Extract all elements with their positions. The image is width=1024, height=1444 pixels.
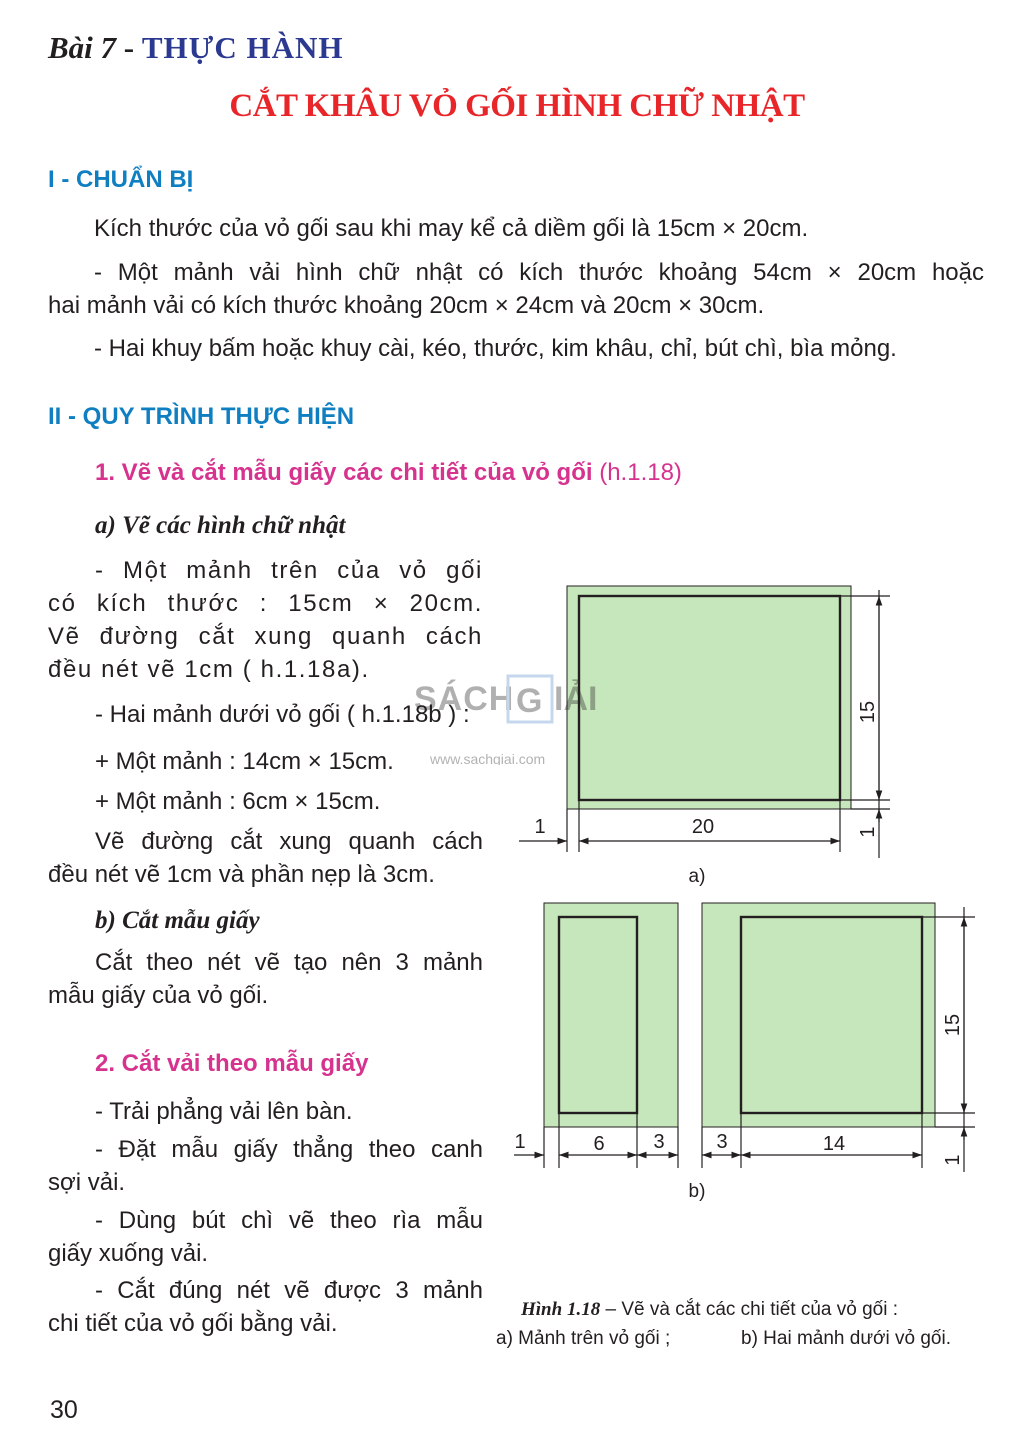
step-2-line-3b: giấy xuống vải. (48, 1240, 209, 1267)
fig-b-dim-6: 6 (593, 1133, 605, 1155)
sub-b-heading: b) Cắt mẫu giấy (95, 907, 260, 934)
fig-b-dim-height: 15 (942, 1013, 964, 1037)
sub-b-line-2: mẫu giấy của vỏ gối. (48, 982, 269, 1009)
main-title: CẮT KHÂU VỎ GỐI HÌNH CHỮ NHẬT (229, 88, 805, 124)
svg-text:G: G (516, 682, 543, 720)
fig-b-dim-bottom: 1 (942, 1154, 964, 1166)
sub-a-bullet-2: + Một mảnh : 14cm × 15cm. (95, 748, 394, 775)
sub-a-bullet-1: - Hai mảnh dưới vỏ gối ( h.1.18b ) : (95, 701, 470, 728)
step-2-line-4a: - Cắt đúng nét vẽ được 3 mảnh (95, 1277, 483, 1304)
sub-a-bullet-4-line-2: đều nét vẽ 1cm và phần nẹp là 3cm. (48, 861, 435, 888)
svg-text:IẢI: IẢI (554, 680, 598, 718)
fig-a-label: a) (688, 866, 706, 887)
watermark-graphic (412, 670, 622, 765)
figure-caption-line-2a: a) Mảnh trên vỏ gối ; (496, 1328, 671, 1349)
sub-a-bullet-4-line-1: Vẽ đường cắt xung quanh cách (95, 828, 483, 855)
svg-text:www.sachgiai.com: www.sachgiai.com (430, 751, 546, 765)
lesson-title: THỰC HÀNH (141, 30, 344, 65)
fig-b-dim-3-right: 3 (716, 1131, 728, 1153)
lesson-number: Bài 7 (48, 30, 117, 65)
fig-a-dim-height: 15 (857, 700, 879, 724)
fig-b-dim-left: 1 (514, 1131, 526, 1153)
section-1-para-2-line-1: - Một mảnh vải hình chữ nhật có kích thước khoảng 54cm × 20cm hoặc (94, 259, 984, 286)
sub-a-heading: a) Vẽ các hình chữ nhật (95, 512, 346, 539)
svg-text:SÁCH: SÁCH (414, 680, 515, 718)
lesson-dash: - (116, 30, 142, 65)
step-1-figure-ref: (h.1.18) (592, 459, 682, 486)
sub-a-bullet-3: + Một mảnh : 6cm × 15cm. (95, 788, 381, 815)
fig-b-dim-14: 14 (822, 1133, 846, 1155)
section-1-heading: I - CHUẨN BỊ (48, 166, 194, 193)
section-1-para-2-line-2: hai mảnh vải có kích thước khoảng 20cm × 24cm và 20cm × 30cm. (48, 292, 765, 319)
step-2-line-3a: - Dùng bút chì vẽ theo rìa mẫu (95, 1207, 483, 1234)
sub-a-line-2: có kích thước : 15cm × 20cm. (48, 590, 483, 617)
section-1-para-1: Kích thước của vỏ gối sau khi may kể cả diềm gối là 15cm × 20cm. (94, 215, 809, 242)
sub-a-line-1: - Một mảnh trên của vỏ gối (95, 557, 483, 584)
step-2-line-2b: sợi vải. (48, 1169, 126, 1196)
page-number: 30 (50, 1396, 78, 1424)
figure-caption-line-2b: b) Hai mảnh dưới vỏ gối. (741, 1328, 951, 1349)
figure-caption-line-1 (521, 1299, 898, 1321)
step-2-heading: 2. Cắt vải theo mẫu giấy (95, 1050, 369, 1077)
sub-a-line-4: đều nét vẽ 1cm ( h.1.18a). (48, 656, 370, 683)
sub-a-line-3: Vẽ đường cắt xung quanh cách (48, 623, 483, 650)
section-1-para-3: - Hai khuy bấm hoặc khuy cài, kéo, thước, kim khâu, chỉ, bút chì, bìa mỏng. (94, 335, 897, 362)
step-2-line-1: - Trải phẳng vải lên bàn. (95, 1098, 353, 1125)
step-1-title: 1. Vẽ và cắt mẫu giấy các chi tiết của vỏ gối (95, 459, 593, 486)
fig-b-small-piece (544, 903, 678, 1127)
fig-b-dim-3-left: 3 (653, 1131, 665, 1153)
step-2-line-2a: - Đặt mẫu giấy thẳng theo canh (95, 1136, 483, 1163)
fig-a-dim-bottom: 1 (857, 826, 879, 838)
watermark-logo (412, 670, 622, 770)
figure-caption-label: Hình 1.18 (521, 1299, 601, 1320)
fig-a-dim-left: 1 (534, 816, 546, 838)
fig-b-large-piece (702, 903, 935, 1127)
fig-b-label: b) (688, 1181, 706, 1202)
figure-caption-text: – Vẽ và cắt các chi tiết của vỏ gối : (600, 1299, 899, 1320)
fig-a-dim-width: 20 (691, 816, 715, 838)
section-2-heading: II - QUY TRÌNH THỰC HIỆN (48, 403, 355, 430)
step-2-line-4b: chi tiết của vỏ gối bằng vải. (48, 1310, 338, 1337)
sub-b-line-1: Cắt theo nét vẽ tạo nên 3 mảnh (95, 949, 483, 976)
